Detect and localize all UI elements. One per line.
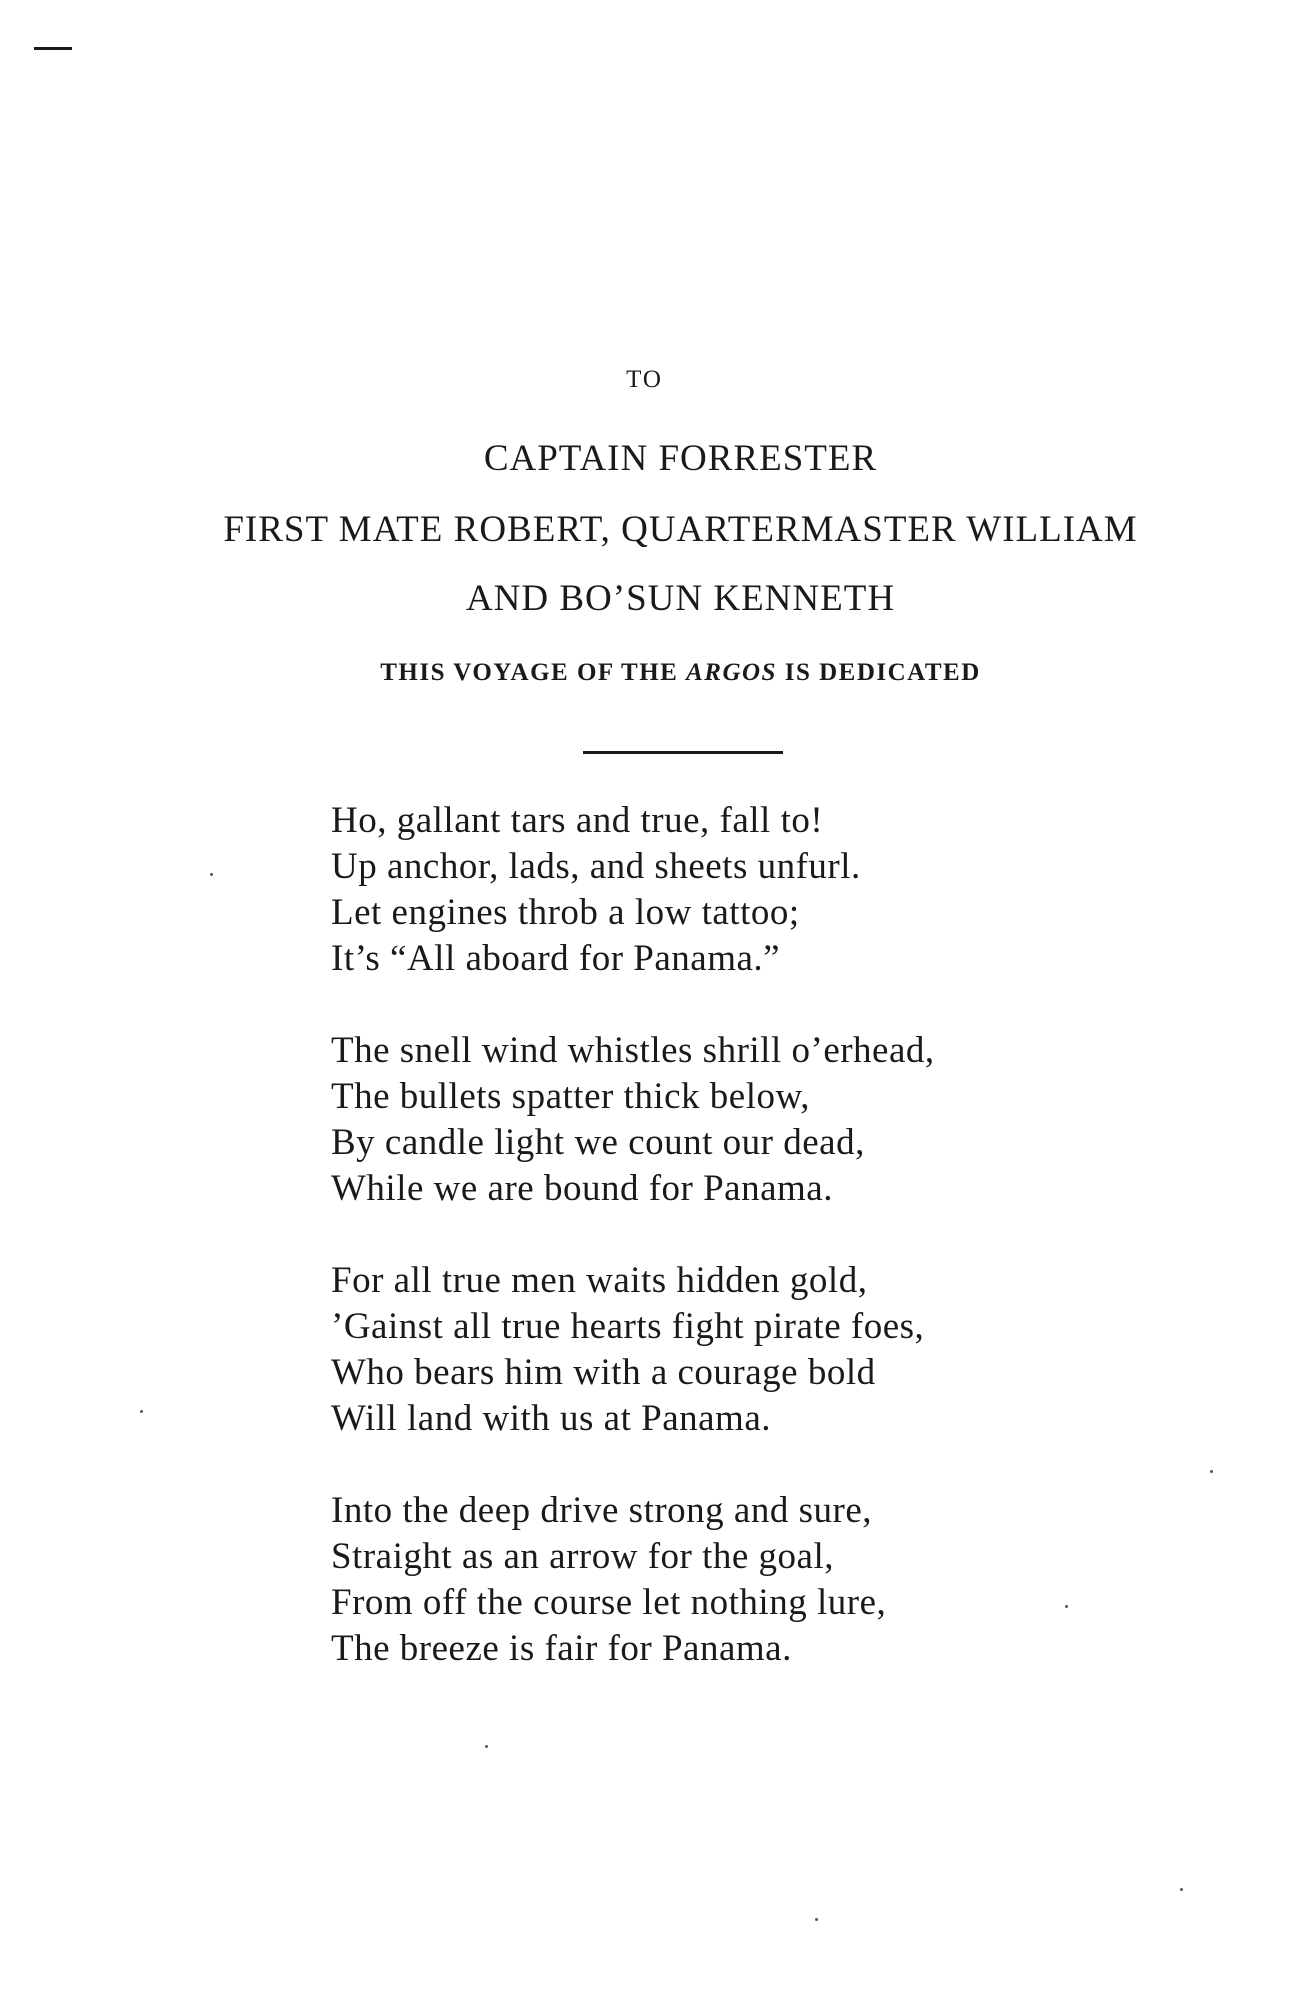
stanza	[331, 798, 935, 982]
verse-line: Let engines throb a low tattoo;	[331, 892, 800, 933]
print-speck	[140, 1410, 143, 1413]
verse-line: The bullets spatter thick below,	[331, 1076, 811, 1117]
print-speck	[1065, 1605, 1068, 1608]
verse-line: Into the deep drive strong and sure,	[331, 1490, 872, 1531]
verse-line: While we are bound for Panama.	[331, 1168, 833, 1209]
print-speck	[210, 873, 213, 876]
verse-line: The snell wind whistles shrill o’erhead,	[331, 1030, 935, 1071]
stanza	[331, 1258, 935, 1442]
verse-line: By candle light we count our dead,	[331, 1122, 865, 1163]
ship-name: ARGOS	[686, 659, 777, 686]
verse-line: ’Gainst all true hearts fight pirate foes,	[331, 1306, 925, 1347]
dedication-captain: CAPTAIN FORRESTER	[483, 438, 878, 479]
dedication-mates: FIRST MATE ROBERT, QUARTERMASTER WILLIAM	[223, 509, 1138, 550]
dedication-suffix: IS DEDICATED	[784, 659, 981, 686]
poem	[331, 798, 935, 1672]
section-divider	[583, 751, 783, 754]
dedication-to: TO	[626, 366, 663, 393]
stanza	[331, 1028, 935, 1212]
print-speck	[1210, 1470, 1213, 1473]
verse-line: Who bears him with a courage bold	[331, 1352, 876, 1393]
dedication-statement	[36, 659, 1289, 687]
verse-line: It’s “All aboard for Panama.”	[331, 938, 781, 979]
verse-line: Ho, gallant tars and true, fall to!	[331, 800, 824, 841]
stanza	[331, 1488, 935, 1672]
verse-line: Straight as an arrow for the goal,	[331, 1536, 834, 1577]
page-mark-dash	[34, 47, 72, 50]
verse-line: From off the course let nothing lure,	[331, 1582, 887, 1623]
verse-line: Up anchor, lads, and sheets unfurl.	[331, 846, 861, 887]
verse-line: The breeze is fair for Panama.	[331, 1628, 792, 1669]
dedication-prefix: THIS VOYAGE OF THE	[380, 659, 679, 686]
print-speck	[485, 1745, 488, 1748]
print-speck	[1180, 1888, 1183, 1891]
verse-line: Will land with us at Panama.	[331, 1398, 771, 1439]
verse-line: For all true men waits hidden gold,	[331, 1260, 868, 1301]
dedication-bosun: AND BO’SUN KENNETH	[465, 578, 896, 619]
print-speck	[815, 1918, 818, 1921]
